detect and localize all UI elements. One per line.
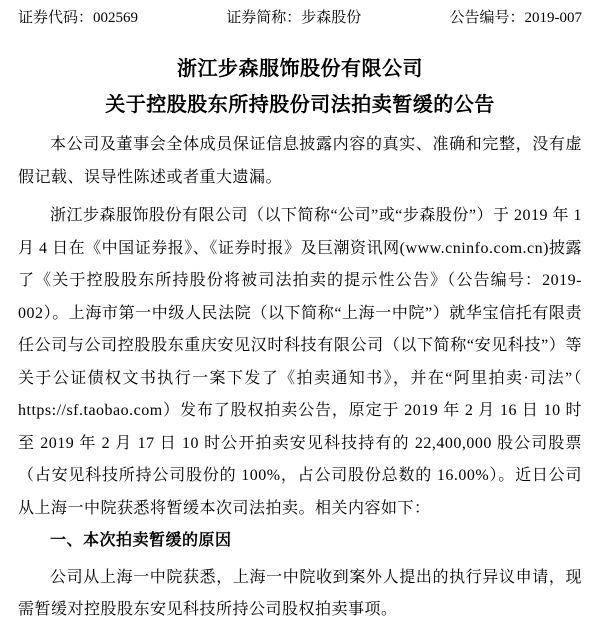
announcement-subject-title: 关于控股股东所持股份司法拍卖暂缓的公告 [105,94,495,116]
company-name-title: 浙江步森服饰股份有限公司 [177,58,423,80]
section-1-heading: 一、本次拍卖暂缓的原因 [50,532,232,549]
announcement-number: 公告编号：2019-007 [449,10,582,26]
doc-header [18,8,582,28]
section-1-body: 公司从上海一中院获悉，上海一中院收到案外人提出的执行异议申请，现需暂缓对控股股东安见科技所持公司股权拍卖事项。 [18,568,582,618]
stock-name: 证券简称：步森股份 [226,10,362,26]
intro-paragraph: 浙江步森服饰股份有限公司（以下简称“公司”或“步森股份”）于 2019 年 1 月 4 日在《中国证券报》、《证券时报》及巨潮资讯网(www.cninfo.com.cn)披露了《关于控股股东所持股份将被司法拍卖的提示性公告》（公告编号：2019-002）。上海市第一中级人民法院（以下简称“上海一中院”）就华宝信托有限责任公司与公司控股股东重庆安见汉时科技有限公司（以下简称“安见科技”）等关于公证债权文书执行一案下发了《拍卖通知书》，并在“阿里拍卖·司法”（ https://sf.taobao.com）发布了股权拍卖公告，原定于 2019 年 2 月 16 日 10 时至 2019 年 2 月 17 日 10 时公开拍卖安见科技持有的 22,400,000 股公司股票（占安见科技所持公司股份的 100%，占公司股份总数的 16.00%）。近日公司从上海一中院获悉将暂缓本次司法拍卖。相关内容如下： [18,207,582,517]
stock-code: 证券代码：002569 [18,10,139,26]
disclaimer-paragraph: 本公司及董事会全体成员保证信息披露内容的真实、准确和完整，没有虚假记载、误导性陈述或者重大遗漏。 [18,136,582,186]
